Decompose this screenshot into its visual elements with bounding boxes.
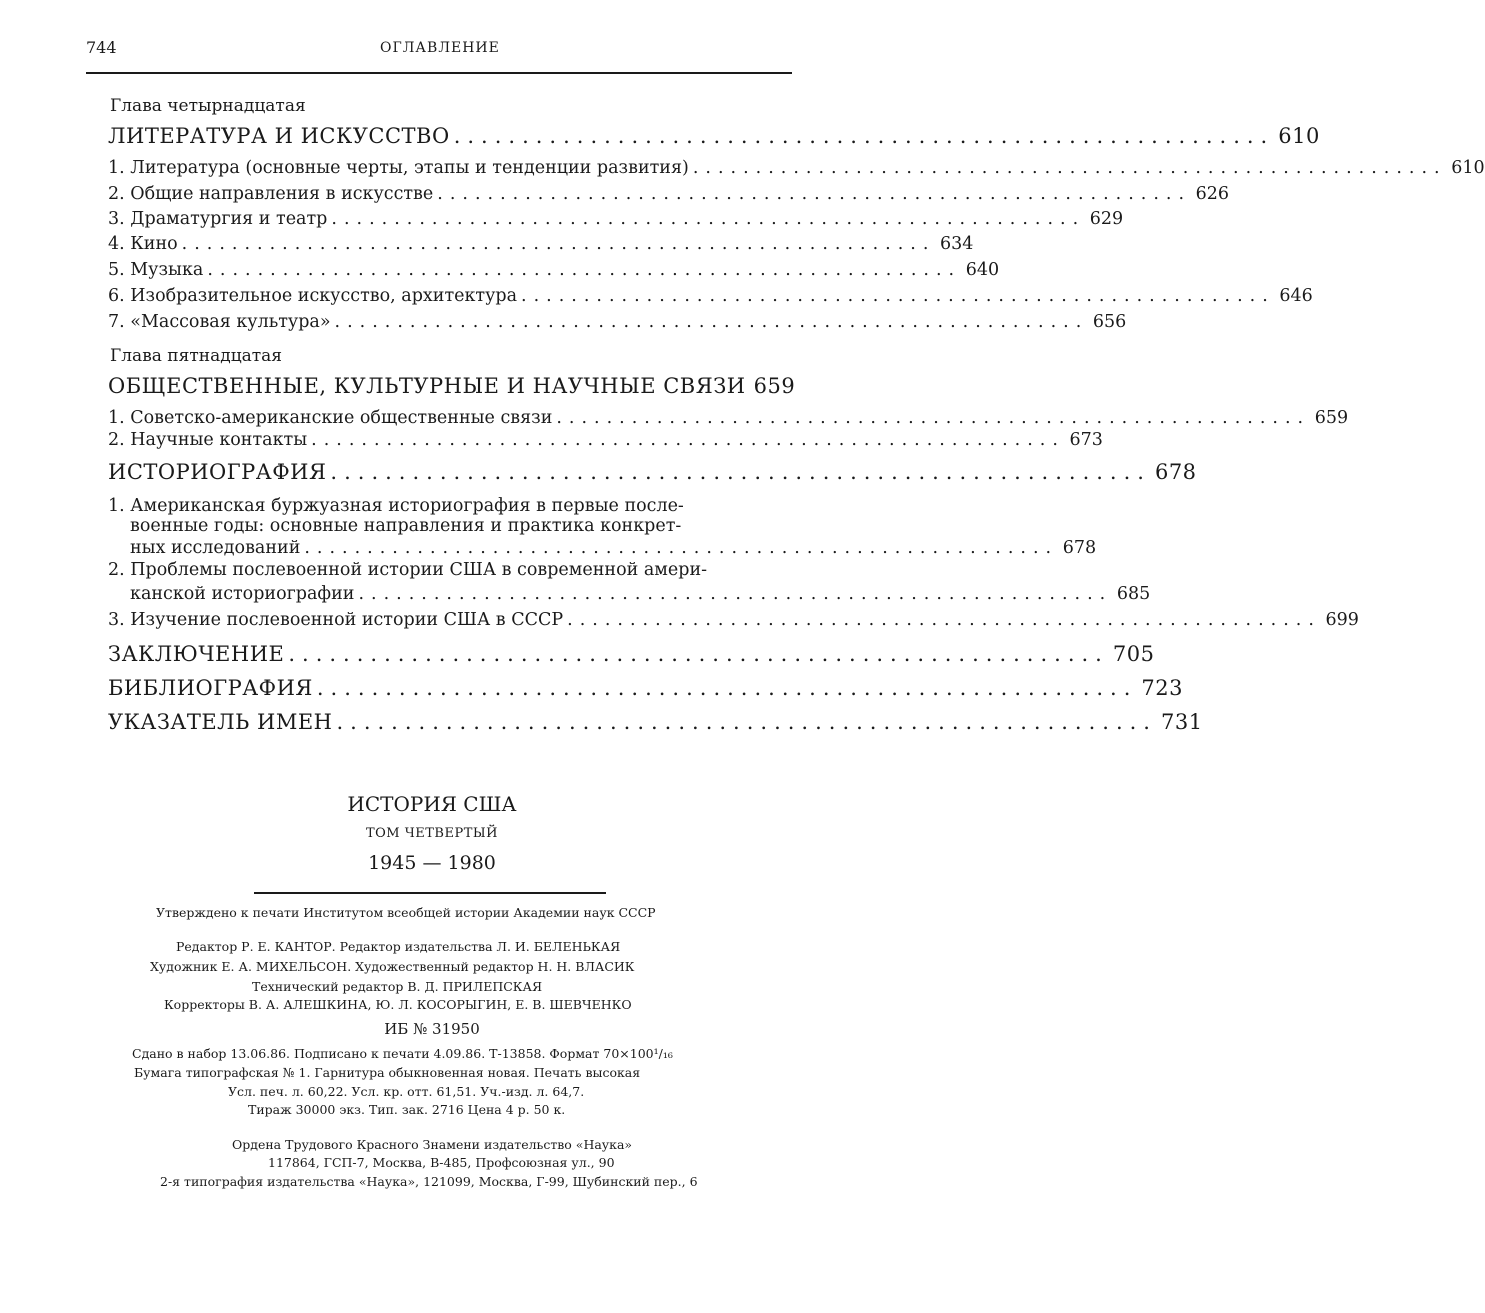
- running-title: ОГЛАВЛЕНИЕ: [380, 40, 500, 56]
- toc-entry-title: 3. Драматургия и театр: [108, 209, 328, 229]
- toc-entry-page: 685: [1116, 584, 1151, 604]
- imprint-rule: [254, 892, 606, 894]
- toc-entry-index: [108, 710, 1203, 734]
- print-details-line: Бумага типографская № 1. Гарнитура обыкновенная новая. Печать высокая: [134, 1065, 641, 1080]
- toc-entry-ch14-s2: [108, 184, 1230, 204]
- publisher-line: Ордена Трудового Красного Знамени издательство «Наука»: [232, 1137, 633, 1152]
- header-rule: [86, 72, 792, 74]
- toc-entry-ch14-s1: [108, 158, 1485, 178]
- leader-dots: ............................................................: [288, 642, 1109, 666]
- leader-dots: ............................................................: [336, 710, 1157, 734]
- toc-entry-title: 7. «Массовая культура»: [108, 312, 331, 332]
- toc-entry-conclusion: [108, 642, 1155, 666]
- toc-entry-ch14-s3: [108, 209, 1124, 229]
- toc-entry-ch15-s1: [108, 408, 1349, 428]
- leader-dots: ............................................................: [453, 124, 1275, 148]
- toc-entry-page: 659: [1314, 408, 1349, 428]
- toc-entry-title: 4. Кино: [108, 234, 178, 254]
- toc-entry-title: 2. Общие направления в искусстве: [108, 184, 434, 204]
- print-details-line: Сдано в набор 13.06.86. Подписано к печати 4.09.86. Т-13858. Формат 70×100¹/₁₆: [132, 1046, 673, 1061]
- toc-entry-page: 723: [1141, 676, 1183, 700]
- leader-dots: ............................................................: [304, 538, 1059, 558]
- volume-label: ТОМ ЧЕТВЕРТЫЙ: [365, 826, 499, 841]
- leader-dots: ............................................................: [521, 286, 1275, 306]
- toc-entry-historiography: [108, 460, 1197, 484]
- leader-dots: ............................................................: [207, 260, 962, 280]
- toc-entry-page: 678: [1062, 538, 1097, 558]
- toc-entry-page: 610: [1278, 124, 1320, 148]
- editors-line: Художник Е. А. МИХЕЛЬСОН. Художественный редактор Н. Н. ВЛАСИК: [150, 959, 635, 974]
- toc-entry-ch14-s6: [108, 286, 1313, 306]
- leader-dots: ............................................................: [692, 158, 1447, 178]
- leader-dots: ............................................................: [181, 234, 936, 254]
- toc-entry-ch15-s2: [108, 430, 1103, 450]
- toc-entry-page: 629: [1089, 209, 1124, 229]
- leader-dots: ............................................................: [556, 408, 1311, 428]
- toc-entry-ch14: [108, 124, 1320, 148]
- approval-line: Утверждено к печати Институтом всеобщей истории Академии наук СССР: [156, 905, 656, 920]
- publisher-line: 2-я типография издательства «Наука», 121099, Москва, Г-99, Шубинский пер., 6: [160, 1174, 698, 1189]
- toc-entry-title: ЗАКЛЮЧЕНИЕ: [108, 642, 285, 666]
- toc-entry-page: 626: [1195, 184, 1230, 204]
- leader-dots: ............................................................: [331, 209, 1086, 229]
- editors-line: Редактор Р. Е. КАНТОР. Редактор издательства Л. И. БЕЛЕНЬКАЯ: [176, 939, 621, 954]
- editors-line: Корректоры В. А. АЛЕШКИНА, Ю. Л. КОСОРЫГИН, Е. В. ШЕВЧЕНКО: [164, 997, 632, 1012]
- leader-dots: ............................................................: [567, 610, 1321, 630]
- toc-entry-title: 1. Советско-американские общественные связи: [108, 408, 553, 428]
- leader-dots: ............................................................: [334, 312, 1089, 332]
- toc-entry-hist-s1: [108, 496, 684, 536]
- toc-entry-title: канской историографии: [130, 584, 355, 604]
- toc-entry-page: 678: [1154, 460, 1197, 484]
- toc-entry-page: 610: [1451, 158, 1485, 178]
- toc-entry-ch15: [108, 374, 796, 398]
- toc-entry-page: 656: [1092, 312, 1127, 332]
- toc-entry-page: 634: [940, 234, 974, 254]
- toc-entry-page: 731: [1161, 710, 1203, 734]
- leader-dots: ............................................................: [330, 460, 1151, 484]
- toc-entry-title: 1. Литература (основные черты, этапы и тенденции развития): [108, 158, 689, 178]
- toc-entry-hist-s3: [108, 610, 1359, 630]
- toc-entry-title: ЛИТЕРАТУРА И ИСКУССТВО: [108, 124, 450, 148]
- leader-dots: ............................................................: [311, 430, 1065, 450]
- toc-entry-page: 646: [1279, 286, 1313, 306]
- toc-entry-bibliography: [108, 676, 1183, 700]
- toc-entry-title: ных исследований: [130, 538, 301, 558]
- leader-dots: ............................................................: [358, 584, 1113, 604]
- toc-entry-line: военные годы: основные направления и практика конкрет-: [130, 516, 682, 536]
- toc-entry-hist-s1-last: [108, 538, 1097, 558]
- toc-entry-title: 5. Музыка: [108, 260, 204, 280]
- toc-entry-title: БИБЛИОГРАФИЯ: [108, 676, 313, 700]
- toc-entry-line: 2. Проблемы послевоенной истории США в современной амери-: [108, 560, 708, 580]
- leader-dots: ............................................................: [437, 184, 1192, 204]
- toc-entry-title: ИСТОРИОГРАФИЯ: [108, 460, 327, 484]
- year-range: 1945 — 1980: [368, 852, 496, 874]
- toc-entry-ch14-s4: [108, 234, 974, 254]
- publisher-line: 117864, ГСП-7, Москва, В-485, Профсоюзная ул., 90: [268, 1155, 615, 1170]
- toc-entry-title: УКАЗАТЕЛЬ ИМЕН: [108, 710, 333, 734]
- toc-entry-title: 2. Научные контакты: [108, 430, 308, 450]
- toc-entry-page: 659: [753, 374, 796, 398]
- toc-entry-page: 673: [1069, 430, 1103, 450]
- leader-dots: ............................................................: [316, 676, 1138, 700]
- toc-entry-page: 699: [1325, 610, 1359, 630]
- print-details-line: Усл. печ. л. 60,22. Усл. кр. отт. 61,51. Уч.-изд. л. 64,7.: [228, 1084, 585, 1099]
- toc-entry-page: 705: [1112, 642, 1155, 666]
- print-details-line: Тираж 30000 экз. Тип. зак. 2716 Цена 4 р. 50 к.: [248, 1102, 566, 1117]
- toc-entry-ch14-s5: [108, 260, 1000, 280]
- chapter-14-label: Глава четырнадцатая: [110, 96, 306, 116]
- book-title: ИСТОРИЯ США: [347, 792, 517, 816]
- toc-entry-line: 1. Американская буржуазная историография в первые после-: [108, 496, 684, 516]
- chapter-15-label: Глава пятнадцатая: [110, 346, 283, 366]
- toc-entry-hist-s2-last: [108, 584, 1151, 604]
- toc-entry-page: 640: [965, 260, 1000, 280]
- toc-entry-ch14-s7: [108, 312, 1127, 332]
- ib-number: ИБ № 31950: [384, 1020, 480, 1038]
- toc-entry-hist-s2: [108, 560, 707, 580]
- toc-entry-title: 3. Изучение послевоенной истории США в СССР: [108, 610, 564, 630]
- page-number: 744: [86, 38, 117, 57]
- toc-entry-title: ОБЩЕСТВЕННЫЕ, КУЛЬТУРНЫЕ И НАУЧНЫЕ СВЯЗИ: [108, 374, 746, 398]
- toc-entry-title: 6. Изобразительное искусство, архитектура: [108, 286, 518, 306]
- editors-line: Технический редактор В. Д. ПРИЛЕПСКАЯ: [252, 979, 543, 994]
